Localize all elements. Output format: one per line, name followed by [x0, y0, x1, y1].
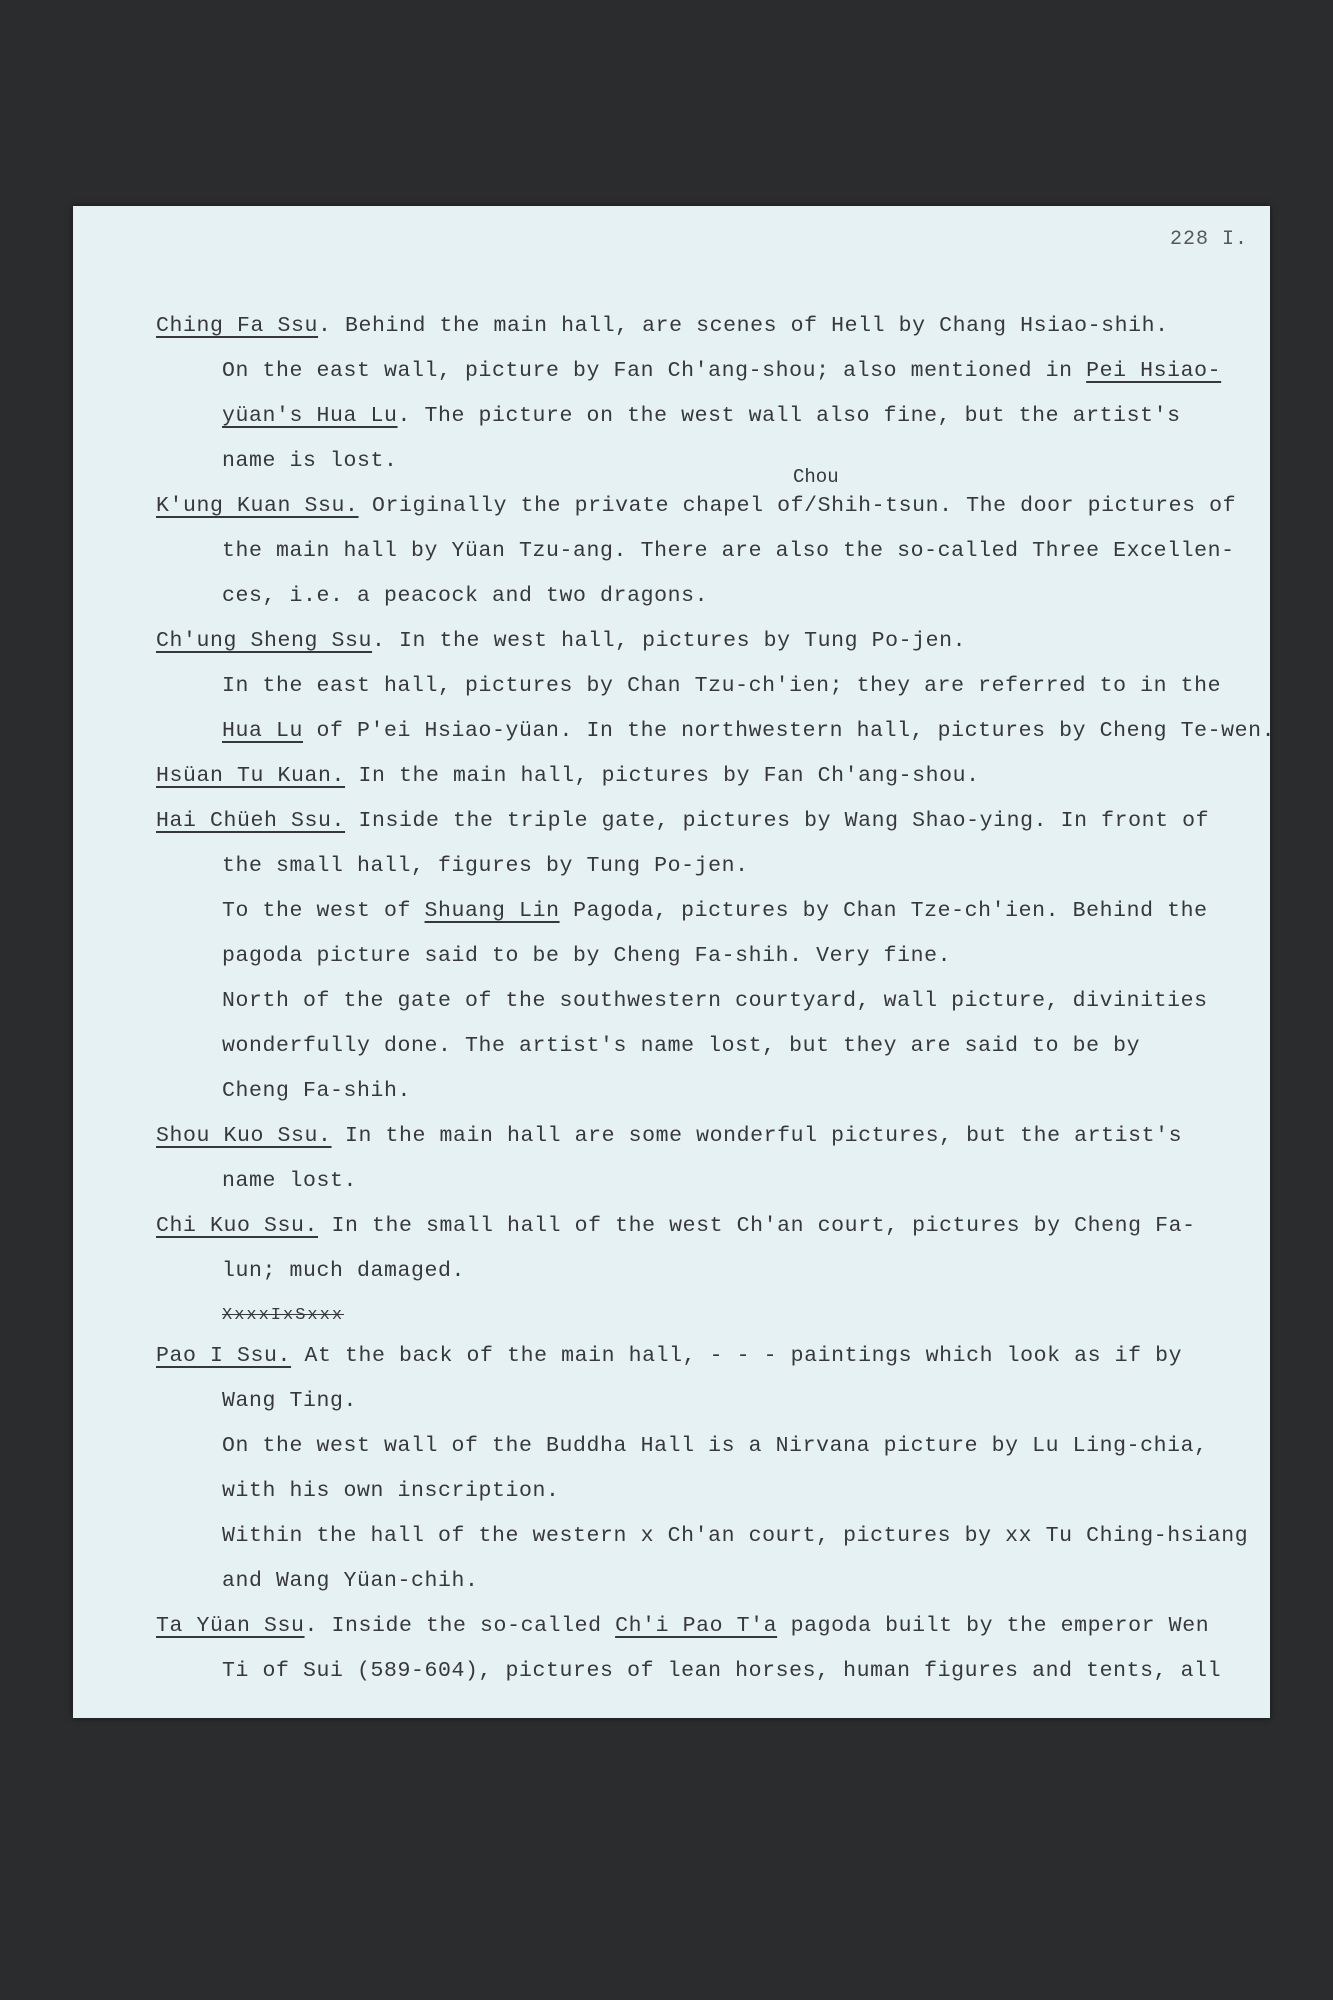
temple-name: Shou Kuo Ssu.	[156, 1124, 332, 1148]
text-line	[156, 934, 1256, 979]
text: At the back of the main hall, - - - paintings which look as if by	[291, 1344, 1183, 1368]
text: of P'ei Hsiao-yüan. In the northwestern hall, pictures by Cheng Te-wen.	[303, 719, 1276, 743]
text-line	[156, 1424, 1256, 1469]
temple-name: Hsüan Tu Kuan.	[156, 764, 346, 788]
text: In the east hall, pictures by Chan Tzu-ch'ien; they are referred to in the	[222, 674, 1222, 698]
text-line	[156, 304, 1256, 349]
text: Ch'an court, pictures by	[654, 1524, 1006, 1548]
text: lun; much damaged.	[222, 1259, 466, 1283]
pagoda-name: Ch'i Pao T'a	[615, 1614, 778, 1638]
pagoda-name: Shuang Lin	[424, 899, 560, 923]
temple-name: Ta Yüan Ssu	[156, 1614, 305, 1638]
text: On the west wall of the Buddha Hall is a Nirvana picture by Lu Ling-chia,	[222, 1434, 1208, 1458]
temple-name: Chi Kuo Ssu.	[156, 1214, 319, 1238]
text: pagoda built by the emperor Wen	[777, 1614, 1210, 1638]
text-line	[156, 709, 1276, 754]
author-name: yüan's	[222, 404, 317, 428]
text-line	[156, 1649, 1256, 1694]
text: . In the west hall, pictures by Tung Po-jen.	[372, 629, 967, 653]
text-line	[156, 1604, 1256, 1649]
text-line	[156, 1379, 1256, 1424]
text: . Behind the main hall, are scenes of Hell by Chang Hsiao-shih.	[318, 314, 1169, 338]
temple-name: Ching Fa Ssu	[156, 314, 319, 338]
text: the main hall by Yüan Tzu-ang. There are also the so-called Three Excellen-	[222, 539, 1235, 563]
text-line	[156, 1559, 1256, 1604]
text-line	[156, 1469, 1256, 1514]
text: name is lost.	[222, 449, 398, 473]
text: Inside the triple gate, pictures by Wang Shao-ying. In front of	[345, 809, 1210, 833]
temple-name: Pao I Ssu.	[156, 1344, 292, 1368]
text-line	[156, 1334, 1256, 1379]
text-line	[156, 1114, 1256, 1159]
temple-name: Hai Chüeh Ssu.	[156, 809, 346, 833]
text: the small hall, figures by Tung Po-jen.	[222, 854, 749, 878]
text-line	[156, 889, 1256, 934]
temple-name: K'ung Kuan Ssu.	[156, 494, 359, 518]
text: In the main hall are some wonderful pictures, but the artist's	[331, 1124, 1183, 1148]
overstrike-mark: xx	[1005, 1524, 1033, 1548]
text-line	[156, 394, 1256, 439]
struck-out-line	[156, 1294, 1256, 1334]
text-line	[156, 619, 1256, 664]
text-line	[156, 799, 1256, 844]
text-line	[156, 664, 1256, 709]
text-line	[156, 484, 1256, 529]
text-line	[156, 1249, 1256, 1294]
text: with his own inscription.	[222, 1479, 560, 1503]
text-line	[156, 574, 1256, 619]
text: ces, i.e. a peacock and two dragons.	[222, 584, 709, 608]
text: On the east wall, picture by Fan Ch'ang-shou; also mentioned in	[222, 359, 1087, 383]
typed-page	[73, 206, 1276, 1718]
book-title: Hua Lu	[316, 404, 398, 428]
text: and Wang Yüan-chih.	[222, 1569, 479, 1593]
text-line	[156, 844, 1256, 889]
text: Pagoda, pictures by Chan Tze-ch'ien. Behind the	[559, 899, 1208, 923]
text: . Inside the so-called	[304, 1614, 616, 1638]
text: wonderfully done. The artist's name lost, but they are said to be by	[222, 1034, 1141, 1058]
interlinear-note: Chou	[793, 466, 839, 488]
text: Ti of Sui (589-604), pictures of lean horses, human figures and tents, all	[222, 1659, 1222, 1683]
text: Tu Ching-hsiang	[1032, 1524, 1249, 1548]
page-number: 228 I.	[1169, 228, 1248, 251]
text-line	[156, 439, 1256, 484]
text-line	[156, 529, 1256, 574]
text: Cheng Fa-shih.	[222, 1079, 412, 1103]
text: In the small hall of the west Ch'an court, pictures by Cheng Fa-	[318, 1214, 1196, 1238]
text: To the west of	[222, 899, 425, 923]
text-line	[156, 1069, 1256, 1114]
text: North of the gate of the southwestern courtyard, wall picture, divinities	[222, 989, 1208, 1013]
text: . The picture on the west wall also fine, but the artist's	[397, 404, 1181, 428]
book-title: Hua Lu	[222, 719, 304, 743]
text: In the main hall, pictures by Fan Ch'ang-shou.	[345, 764, 980, 788]
temple-name: Ch'ung Sheng Ssu	[156, 629, 373, 653]
text: pagoda picture said to be by Cheng Fa-shih. Very fine.	[222, 944, 952, 968]
text-line	[156, 979, 1256, 1024]
page-body	[156, 304, 1276, 1694]
text-line	[156, 1159, 1256, 1204]
text: Wang Ting.	[222, 1389, 358, 1413]
text: Within the hall of the western	[222, 1524, 641, 1548]
struck-text: XxxxIxSxxx	[222, 1306, 345, 1325]
author-name: Pei Hsiao-	[1086, 359, 1222, 383]
text: name lost.	[222, 1169, 358, 1193]
text-line	[156, 754, 1256, 799]
text-line	[156, 1514, 1256, 1559]
text-line	[156, 1204, 1256, 1249]
overstrike-mark: x	[640, 1524, 655, 1548]
text-line	[156, 349, 1256, 394]
text-line	[156, 1024, 1256, 1069]
text: Originally the private chapel of/Shih-tsun. The door pictures of	[358, 494, 1237, 518]
